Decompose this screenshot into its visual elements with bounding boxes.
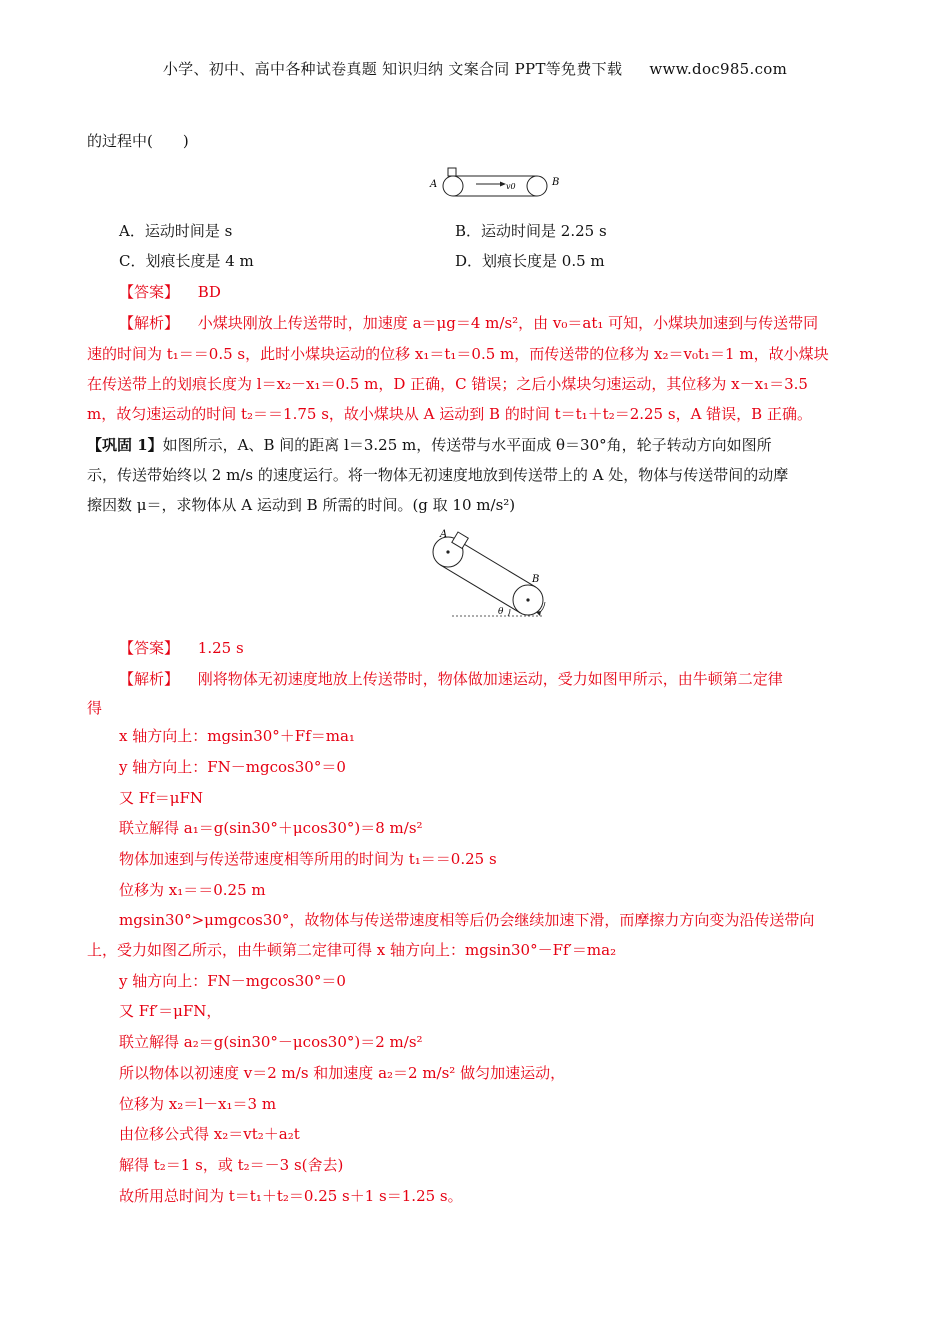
answer-value: 1.25 s [197,639,244,657]
belt-upper [456,539,536,587]
conveyor-figure-horizontal [428,166,564,202]
option-c: C．划痕长度是 4 m [119,252,254,270]
option-a: A．运动时间是 s [119,222,233,240]
analysis-text: 小煤块刚放上传送带时，加速度 a＝μg＝4 m/s²，由 v₀＝at₁ 可知，小煤块加速到与传送带同 [197,314,819,332]
conveyor-figure-inclined [424,528,554,622]
q1-analysis-line-2: 速的时间为 t₁＝＝0.5 s，此时小煤块运动的位移 x₁＝t₁＝0.5 m，而传送带的位移为 x₂＝v₀t₁＝1 m，故小煤块 [87,345,829,363]
label-v0: v0 [506,182,516,191]
page-header [0,58,950,79]
step-12: 所以物体以初速度 v＝2 m/s 和加速度 a₂＝2 m/s² 做匀加速运动， [119,1064,566,1082]
step-4: 联立解得 a₁＝g(sin30°＋μcos30°)＝8 m/s² [119,819,423,837]
step-5: 物体加速到与传送带速度相等所用的时间为 t₁＝＝0.25 s [119,850,497,868]
q2-analysis-line-1 [119,668,783,690]
step-8: 上，受力如图乙所示，由牛顿第二定律可得 x 轴方向上：mgsin30°－Ff′＝ma₂ [87,941,617,959]
label-b: B [532,574,540,585]
analysis-tag: 【解析】 [119,314,180,332]
q2-title-tag: 【巩固 1】 [87,436,163,454]
step-14: 由位移公式得 x₂＝vt₂＋a₂t [119,1125,300,1143]
coal-block [448,168,456,176]
header-text: 小学、初中、高中各种试卷真题 知识归纳 文案合同 PPT等免费下载 [162,60,623,78]
theta-arc [508,609,510,616]
q2-answer [119,637,244,659]
step-7: mgsin30°>μmgcos30°，故物体与传送带速度相等后仍会继续加速下滑，而摩擦力方向变为沿传送带向 [119,911,815,929]
q1-tail: 的过程中( ) [87,132,189,150]
analysis-text: 刚将物体无初速度地放上传送带时，物体做加速运动，受力如图甲所示，由牛顿第二定律 [197,670,783,688]
step-3: 又 Ff＝μFN [119,789,204,807]
step-9: y 轴方向上：FN－mgcos30°＝0 [119,972,346,990]
q2-question-line-3: 擦因数 μ＝，求物体从 A 运动到 B 所需的时间。(g 取 10 m/s²) [87,496,516,514]
step-2: y 轴方向上：FN－mgcos30°＝0 [119,758,346,776]
step-15: 解得 t₂＝1 s，或 t₂＝－3 s(舍去) [119,1156,344,1174]
header-url[interactable]: www.doc985.com [649,60,788,78]
q1-analysis-line-4: m，故匀速运动的时间 t₂＝＝1.75 s，故小煤块从 A 运动到 B 的时间 t＝t₁＋t₂＝2.25 s，A 错误，B 正确。 [87,405,812,423]
label-b: B [552,177,560,188]
q1-answer [119,281,221,303]
q2-question-text: 如图所示，A、B 间的距离 l＝3.25 m，传送带与水平面成 θ＝30°角，轮子转动方向如图所 [162,436,772,454]
lower-axle [526,598,529,601]
step-11: 联立解得 a₂＝g(sin30°－μcos30°)＝2 m/s² [119,1033,423,1051]
label-theta: θ [498,607,504,617]
q2-question-line-1 [87,434,772,456]
object-block [452,532,468,548]
step-16: 故所用总时间为 t＝t₁＋t₂＝0.25 s＋1 s＝1.25 s。 [119,1187,463,1205]
q1-analysis-line-3: 在传送带上的划痕长度为 l＝x₂－x₁＝0.5 m，D 正确，C 错误；之后小煤块匀速运动，其位移为 x－x₁＝3.5 [87,375,808,393]
q1-analysis-line-1 [119,312,818,334]
answer-value: BD [197,283,221,301]
step-13: 位移为 x₂＝l－x₁＝3 m [119,1095,277,1113]
answer-tag: 【答案】 [119,283,180,301]
step-10: 又 Ff′＝μFN， [119,1002,222,1020]
answer-tag: 【答案】 [119,639,180,657]
q2-question-line-2: 示，传送带始终以 2 m/s 的速度运行。将一物体无初速度地放到传送带上的 A 处，物体与传送带间的动摩 [87,466,789,484]
right-pulley [527,176,547,196]
upper-axle [446,550,449,553]
label-a: A [440,529,448,540]
label-a: A [430,179,438,190]
option-b: B．运动时间是 2.25 s [455,222,607,240]
step-6: 位移为 x₁＝＝0.25 m [119,881,266,899]
belt-lower [440,565,520,613]
step-1: x 轴方向上：mgsin30°＋Ff＝ma₁ [119,727,355,745]
left-pulley [443,176,463,196]
q2-analysis-line-2: 得 [87,699,103,717]
analysis-tag: 【解析】 [119,670,180,688]
option-d: D．划痕长度是 0.5 m [455,252,605,270]
